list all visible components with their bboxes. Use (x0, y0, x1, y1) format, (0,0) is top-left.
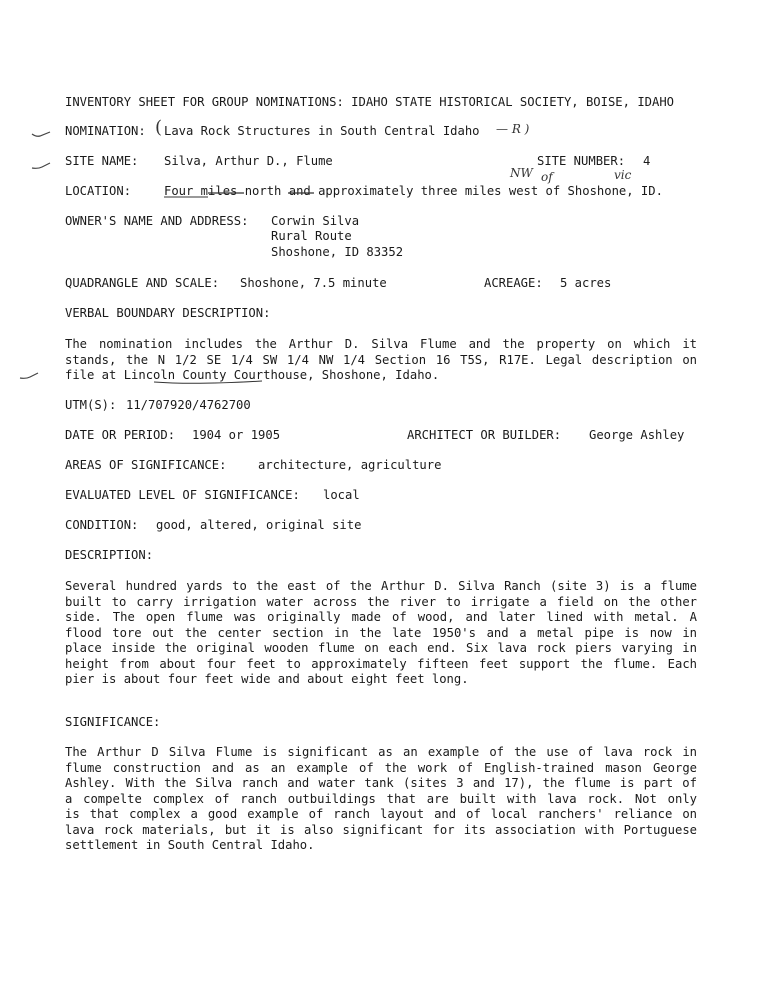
check-mark-icon (18, 370, 40, 382)
verbal-boundary-text (65, 337, 697, 384)
paragraph-line: flood tore out the center section in the late 1950's and a metal pipe is now in (65, 625, 697, 640)
location-handwritten-nw: NW (510, 166, 533, 180)
owner-address-line: Rural Route (271, 229, 352, 243)
paragraph-line: The Arthur D Silva Flume is significant as an example of the use of lava rock in (65, 745, 697, 759)
condition-label: CONDITION: (65, 518, 139, 532)
paragraph-line: height from about four feet to approximately fifteen feet support the flume. Each (65, 656, 697, 671)
document-header: INVENTORY SHEET FOR GROUP NOMINATIONS: IDAHO STATE HISTORICAL SOCIETY, BOISE, IDAHO (65, 95, 675, 109)
level-label: EVALUATED LEVEL OF SIGNIFICANCE: (65, 488, 300, 502)
owner-label: OWNER'S NAME AND ADDRESS: (65, 214, 249, 228)
condition-value: good, altered, original site (156, 518, 362, 532)
site-name-value: Silva, Arthur D., Flume (164, 154, 333, 168)
verbal-boundary-label: VERBAL BOUNDARY DESCRIPTION: (65, 306, 271, 320)
paragraph-line: pier is about four feet wide and about eight feet long. (65, 672, 469, 686)
areas-label: AREAS OF SIGNIFICANCE: (65, 458, 227, 472)
paragraph-line: file at Lincoln County Courthouse, Shoshone, Idaho. (65, 368, 440, 382)
check-mark-icon (30, 128, 52, 140)
site-number-label: SITE NUMBER: (537, 154, 626, 168)
utm-label: UTM(S): (65, 398, 117, 412)
nomination-label: NOMINATION: (65, 124, 146, 138)
location-handwritten-of: of (541, 170, 553, 184)
acreage-value: 5 acres (560, 276, 612, 290)
paragraph-line: a compelte complex of ranch outbuildings that are built with lava rock. Not only (65, 791, 697, 806)
nomination-handwritten-paren: ( (155, 117, 163, 138)
paragraph-line: stands, the N 1/2 SE 1/4 SW 1/4 NW 1/4 Section 16 T5S, R17E. Legal description on (65, 352, 697, 367)
paragraph-line: built to carry irrigation water across the river to irrigate a field on the other (65, 594, 697, 609)
nomination-value: Lava Rock Structures in South Central Idaho (164, 124, 480, 138)
underline-mark (154, 379, 264, 387)
acreage-label: ACREAGE: (484, 276, 543, 290)
paragraph-line: flume construction and as an example of the work of English-trained mason George (65, 760, 697, 775)
paragraph-line: lava rock materials, but it is also significant for its association with Portuguese (65, 822, 697, 837)
owner-name: Corwin Silva (271, 214, 360, 228)
description-label: DESCRIPTION: (65, 548, 154, 562)
paragraph-line: side. The open flume was originally made of wood, and later lined with metal. A (65, 610, 697, 624)
paragraph-line: Ashley. With the Silva ranch and water tank (sites 3 and 17), the flume is part of (65, 776, 697, 790)
site-name-label: SITE NAME: (65, 154, 139, 168)
date-value: 1904 or 1905 (192, 428, 281, 442)
significance-text (65, 745, 697, 854)
architect-label: ARCHITECT OR BUILDER: (407, 428, 562, 442)
owner-address-line: Shoshone, ID 83352 (271, 245, 404, 259)
architect-value: George Ashley (589, 428, 685, 442)
location-value: Four miles north and approximately three miles west of Shoshone, ID. (164, 184, 663, 198)
utm-value: 11/707920/4762700 (126, 398, 251, 412)
nomination-handwritten-note: — R ) (496, 122, 530, 136)
level-value: local (323, 488, 360, 502)
description-text (65, 579, 697, 688)
strikethrough-mark (164, 187, 314, 199)
paragraph-line: The nomination includes the Arthur D. Silva Flume and the property on which it (65, 337, 697, 351)
areas-value: architecture, agriculture (258, 458, 442, 472)
paragraph-line: Several hundred yards to the east of the Arthur D. Silva Ranch (site 3) is a flume (65, 579, 697, 593)
paragraph-line: is that complex a good example of ranch layout and of local ranchers' reliance on (65, 807, 697, 821)
significance-label: SIGNIFICANCE: (65, 715, 161, 729)
paragraph-line: settlement in South Central Idaho. (65, 838, 315, 852)
paragraph-line: place inside the original wooden flume on each end. Six lava rock piers varying in (65, 641, 697, 655)
location-label: LOCATION: (65, 184, 132, 198)
site-number-value: 4 (643, 154, 651, 168)
check-mark-icon (30, 160, 52, 172)
quadrangle-label: QUADRANGLE AND SCALE: (65, 276, 220, 290)
date-label: DATE OR PERIOD: (65, 428, 176, 442)
location-handwritten-vic: vic (614, 168, 632, 182)
quadrangle-value: Shoshone, 7.5 minute (240, 276, 387, 290)
